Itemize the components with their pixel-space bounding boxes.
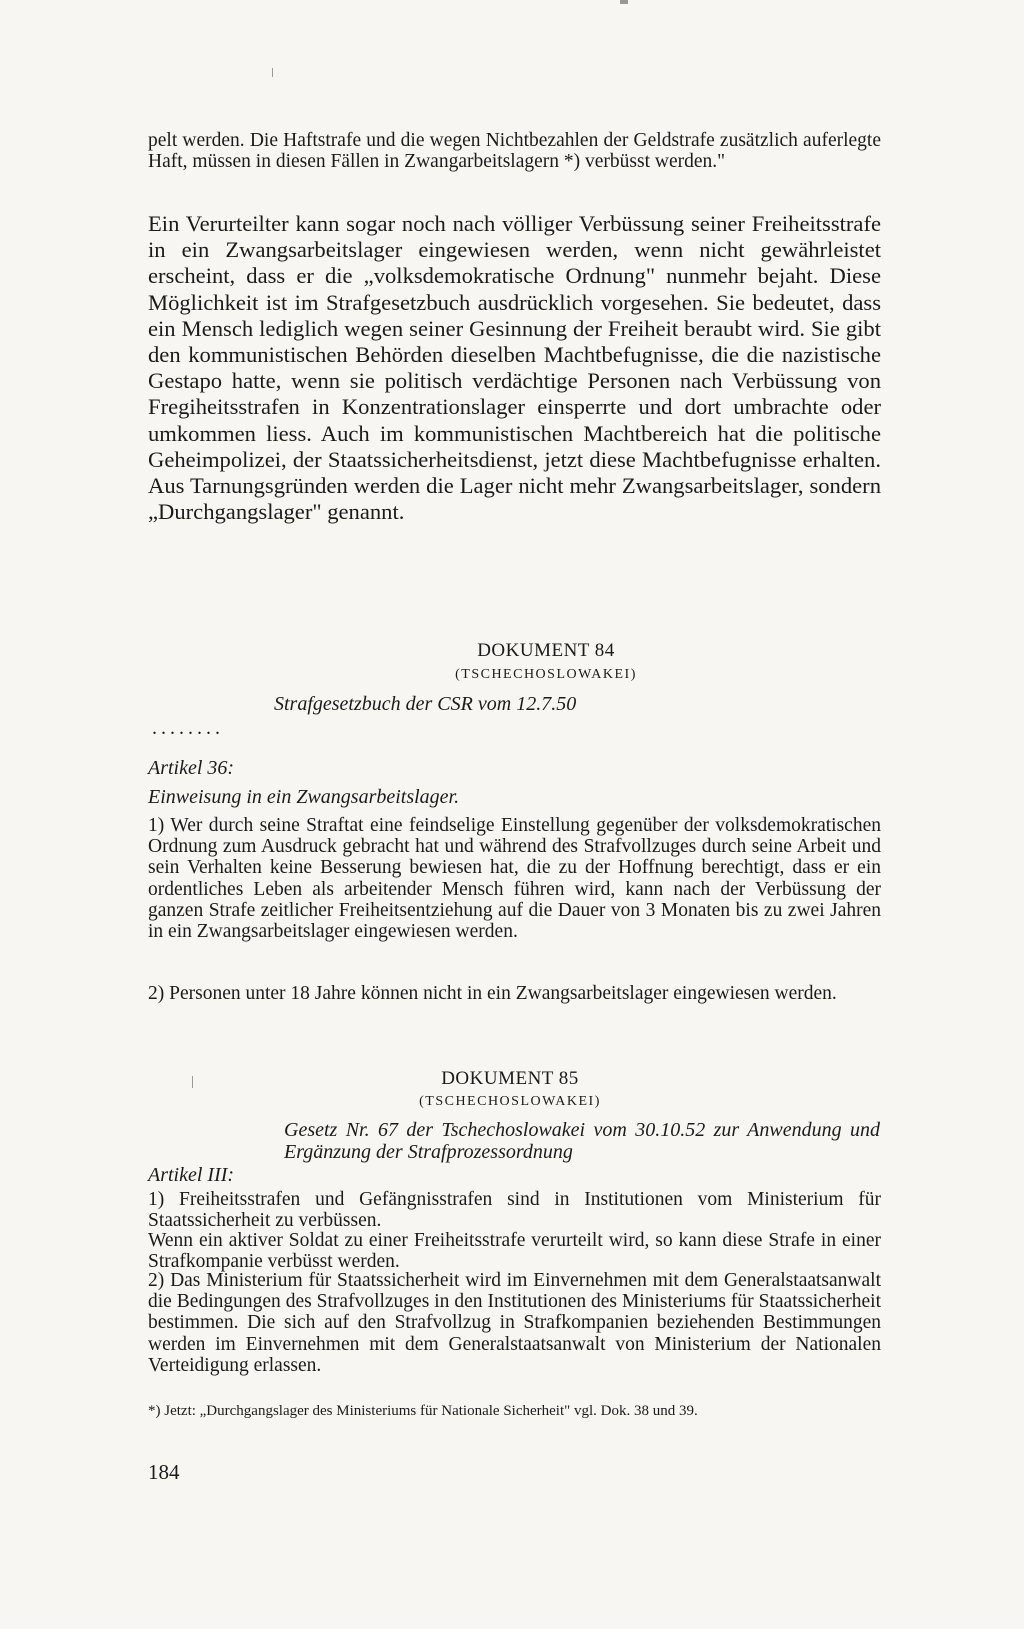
footnote: *) Jetzt: „Durchgangslager des Ministeriums für Nationale Sicherheit" vgl. Dok. 38 und 39. xyxy=(148,1403,698,1419)
doc84-heading: DOKUMENT 84 xyxy=(477,640,615,661)
doc84-article: Artikel 36: xyxy=(148,757,235,779)
doc84-country: (TSCHECHOSLOWAKEI) xyxy=(455,667,637,682)
commentary-paragraph: Ein Verurteilter kann sogar noch nach völliger Verbüssung seiner Freiheitsstrafe in ein Zwangsarbeitslager eingewiesen werden, wenn nicht gewährleistet erscheint, dass er die „volksdemokratische Ordnung" nunmehr bejaht. Diese Möglichkeit ist im Strafgesetzbuch ausdrücklich vorgesehen. Sie bedeutet, dass ein Mensch lediglich wegen seiner Gesinnung der Freiheit beraubt wird. Sie gibt den kommunistischen Behörden dieselben Machtbefugnisse, die die nazistische Gestapo hatte, wenn sie politisch verdächtige Personen nach Verbüssung von Fregiheitsstrafen in Konzentrationslager einsperrte und dort umbrachte oder umkommen liess. Auch im kommunistischen Machtbereich hat die politische Geheimpolizei, der Staatssicherheitsdienst, jetzt diese Machtbefugnisse erhalten. Aus Tarnungsgründen werden die Lager nicht mehr Zwangsarbeitslager, sondern „Durchgangslager" genannt. xyxy=(148,211,881,525)
page-number: 184 xyxy=(148,1460,180,1484)
doc85-source: Gesetz Nr. 67 der Tschechoslowakei vom 30.10.52 zur Anwendung und Ergänzung der Strafprozessordnung xyxy=(284,1119,880,1163)
doc84-source: Strafgesetzbuch der CSR vom 12.7.50 xyxy=(274,693,577,715)
doc85-article: Artikel III: xyxy=(148,1164,235,1186)
doc85-heading: DOKUMENT 85 xyxy=(441,1068,579,1089)
doc85-country: (TSCHECHOSLOWAKEI) xyxy=(419,1094,601,1109)
quote-continuation: pelt werden. Die Haftstrafe und die wegen Nichtbezahlen der Geldstrafe zusätzlich auferlegte Haft, müssen in diesen Fällen in Zwangarbeitslagern *) verbüsst werden." xyxy=(148,130,881,173)
doc84-paragraph-1: 1) Wer durch seine Straftat eine feindselige Einstellung gegenüber der volksdemokratischen Ordnung zum Ausdruck gebracht hat und während des Strafvollzuges durch seine Arbeit und sein Verhalten keine Besserung bewiesen hat, die zu der Hoffnung berechtigt, dass er ein ordentliches Leben als arbeitender Mensch führen wird, kann nach der Verbüssung der ganzen Strafe zeitlicher Freiheitsentziehung auf die Dauer von 3 Monaten bis zu zwei Jahren in ein Zwangsarbeitslager eingewiesen werden. xyxy=(148,815,881,943)
top-scan-tick xyxy=(272,68,273,77)
doc84-article-title: Einweisung in ein Zwangsarbeitslager. xyxy=(148,786,460,808)
doc84-ellipsis: ........ xyxy=(152,717,224,739)
doc85-paragraph-1b: Wenn ein aktiver Soldat zu einer Freiheitsstrafe verurteilt wird, so kann diese Strafe in einer Strafkompanie verbüsst werden. xyxy=(148,1230,881,1273)
scan-tick xyxy=(192,1076,193,1088)
doc84-paragraph-2: 2) Personen unter 18 Jahre können nicht in ein Zwangsarbeitslager eingewiesen werden. xyxy=(148,983,837,1004)
doc85-paragraph-1: 1) Freiheitsstrafen und Gefängnisstrafen sind in Institutionen vom Ministerium für Staatssicherheit zu verbüssen. xyxy=(148,1189,881,1232)
top-scan-mark xyxy=(620,0,628,4)
doc85-paragraph-2: 2) Das Ministerium für Staatssicherheit wird im Einvernehmen mit dem Generalstaatsanwalt die Bedingungen des Strafvollzuges in den Institutionen des Ministeriums für Staatssicherheit bestimmen. Die sich auf den Strafvollzug in Strafkompanien beziehenden Bestimmungen werden im Einvernehmen mit dem Generalstaatsanwalt von Ministerium der Nationalen Verteidigung erlassen. xyxy=(148,1270,881,1376)
